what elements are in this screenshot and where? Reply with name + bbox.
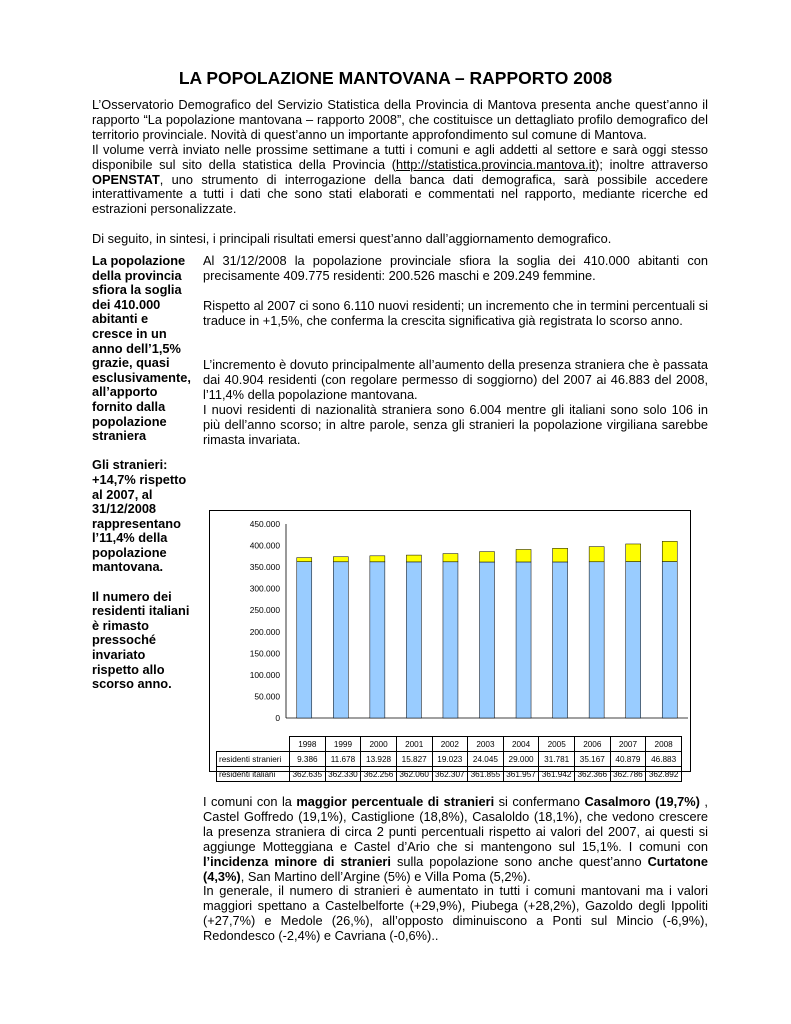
data-label: 11.678	[325, 752, 361, 767]
y-tick-label: 350.000	[249, 562, 280, 573]
main-text	[203, 254, 708, 448]
x-tick-label: 2002	[432, 737, 468, 752]
body-paragraph-3: L’incremento è dovuto principalmente all’aumento della presenza straniera che è passata dai 40.904 residenti (con regolare permesso di soggiorno) del 2007 ai 46.883 del 2008, l’11,4% della popolazione mantovana.	[203, 357, 708, 403]
body-paragraph-2: Rispetto al 2007 ci sono 6.110 nuovi residenti; un incremento che in termini percentuali si traduce in +1,5%, che conferma la crescita significativa già registrata lo scorso anno.	[203, 297, 708, 328]
bar-italiani	[370, 562, 385, 718]
statistica-link[interactable]: http://statistica.provincia.mantova.it	[395, 156, 596, 172]
bar-italiani	[516, 562, 531, 718]
data-label: 9.386	[290, 752, 326, 767]
x-tick-label: 2003	[468, 737, 504, 752]
data-label: 361.855	[468, 767, 504, 782]
y-tick-label: 100.000	[249, 669, 280, 680]
bar-italiani	[589, 562, 604, 718]
data-label: 361.957	[503, 767, 539, 782]
y-tick-label: 300.000	[249, 583, 280, 594]
body-paragraph-4: I nuovi residenti di nazionalità straniera sono 6.004 mentre gli italiani sono solo 106 in più dell’anno scorso; in altre parole, senza gli stranieri la popolazione virgiliana sarebbe rimasta invariata.	[203, 402, 708, 447]
bar-stranieri	[406, 555, 421, 562]
bar-italiani	[443, 562, 458, 718]
data-label: 362.307	[432, 767, 468, 782]
data-label: 29.000	[503, 752, 539, 767]
bar-italiani	[480, 562, 495, 718]
data-label: 362.060	[396, 767, 432, 782]
data-label: 362.330	[325, 767, 361, 782]
bottom-paragraph-1: I comuni con la maggior percentuale di stranieri si confermano Casalmoro (19,7%) , Castel Goffredo (19,1%), Castiglione (18,8%), Casaloldo (18,1%), che vedono crescere la presenza straniera di circa 2 punti percentuali rispetto ai valori del 2007, ai questi si aggiunge Motteggiana e Castel d’Ario che si mantengono sul 15,1%. I comuni con l’incidenza minore di stranieri sulla popolazione sono anche quest’anno Curtatone (4,3%), San Martino dell’Argine (5%) e Villa Poma (5,2%).	[203, 794, 708, 884]
y-tick-label: 400.000	[249, 540, 280, 551]
x-tick-label: 2007	[610, 737, 646, 752]
data-label: 15.827	[396, 752, 432, 767]
bar-stranieri	[516, 549, 531, 562]
bar-italiani	[297, 562, 312, 718]
data-label: 35.167	[575, 752, 611, 767]
table-corner	[217, 737, 290, 752]
data-label: 31.781	[539, 752, 575, 767]
x-tick-label: 2001	[396, 737, 432, 752]
data-label: 362.366	[575, 767, 611, 782]
intro-paragraph-1: L’Osservatorio Demografico del Servizio Statistica della Provincia di Mantova presenta anche quest’anno il rapporto “La popolazione mantovana – rapporto 2008”, che costituisce un dettagliato profilo demografico del territorio provinciale. Novità di quest’anno un importante approfondimento sul comune di Mantova.	[92, 97, 708, 142]
sidebar-note-population: La popolazione della provincia sfiora la soglia dei 410.000 abitanti e cresce in un anno dell’1,5% grazie, quasi esclusivamente, all’apporto fornito dalla popolazione straniera	[92, 253, 191, 444]
bottom-text	[203, 795, 708, 944]
sidebar-note-italians: Il numero dei residenti italiani è rimasto pressoché invariato rispetto allo scorso anno.	[92, 588, 190, 692]
series-label: residenti italiani	[217, 767, 290, 782]
bar-stranieri	[553, 548, 568, 562]
x-tick-label: 2005	[539, 737, 575, 752]
x-tick-label: 2006	[575, 737, 611, 752]
sidebar-note-foreigners: Gli stranieri: +14,7% rispetto al 2007, al 31/12/2008 rappresentano l’11,4% della popolazione mantovana.	[92, 457, 187, 575]
x-tick-label: 2004	[503, 737, 539, 752]
y-tick-label: 150.000	[249, 648, 280, 659]
intro-paragraph-3: Di seguito, in sintesi, i principali risultati emersi quest’anno dall’aggiornamento demografico.	[92, 231, 612, 247]
data-label: 362.635	[290, 767, 326, 782]
bar-stranieri	[443, 554, 458, 562]
y-tick-label: 200.000	[249, 626, 280, 637]
chart-plot	[210, 511, 690, 726]
sidebar-notes	[92, 254, 192, 706]
series-label: residenti stranieri	[217, 752, 290, 767]
openstat-term: OPENSTAT	[92, 171, 160, 187]
x-tick-label: 2000	[361, 737, 397, 752]
table-row	[217, 752, 682, 767]
bottom-paragraph-2: In generale, il numero di stranieri è aumentato in tutti i comuni mantovani ma i valori maggiori spettano a Castelbelforte (+29,9%), Piubega (+28,2%), Gazoldo degli Ippoliti (+27,7%) e Medole (26,%), all’opposto diminuiscono a Ponti sul Mincio (-6,9%), Redondesco (-2,4%) e Cavriana (-0,6%)..	[203, 883, 708, 944]
data-label: 362.256	[361, 767, 397, 782]
data-label: 362.786	[610, 767, 646, 782]
bar-stranieri	[626, 544, 641, 562]
x-tick-label: 1999	[325, 737, 361, 752]
intro-section	[92, 98, 708, 247]
y-tick-label: 450.000	[249, 519, 280, 529]
bar-italiani	[626, 562, 641, 718]
bar-stranieri	[370, 556, 385, 562]
y-tick-label: 250.000	[249, 605, 280, 616]
data-label: 24.045	[468, 752, 504, 767]
bar-stranieri	[333, 557, 348, 562]
data-label: 19.023	[432, 752, 468, 767]
data-label: 13.928	[361, 752, 397, 767]
x-tick-label: 2008	[646, 737, 682, 752]
bar-italiani	[553, 562, 568, 718]
table-row	[217, 767, 682, 782]
bar-stranieri	[480, 552, 495, 562]
chart-data-table	[216, 736, 682, 782]
bar-italiani	[333, 562, 348, 718]
data-label: 361.942	[539, 767, 575, 782]
bar-stranieri	[662, 541, 677, 561]
data-label: 40.879	[610, 752, 646, 767]
intro-paragraph-2: Il volume verrà inviato nelle prossime settimane a tutti i comuni e agli addetti al settore e sarà oggi stesso disponibile sul sito della statistica della Provincia (http://statistica.provincia.mantova.it); inoltre attraverso OPENSTAT, uno strumento di interrogazione della banca dati demografica, sarà possibile accedere interattivamente a tutti i dati che sono stati elaborati e commentati nel rapporto, mediante ricerche ed estrazioni personalizzate.	[92, 141, 708, 217]
data-label: 46.883	[646, 752, 682, 767]
body-paragraph-1: Al 31/12/2008 la popolazione provinciale sfiora la soglia dei 410.000 abitanti con precisamente 409.775 residenti: 200.526 maschi e 209.249 femmine.	[203, 253, 708, 283]
x-tick-label: 1998	[290, 737, 326, 752]
bar-italiani	[662, 562, 677, 718]
page-title: LA POPOLAZIONE MANTOVANA – RAPPORTO 2008	[178, 68, 613, 88]
y-tick-label: 50.000	[254, 691, 280, 702]
bar-stranieri	[297, 558, 312, 562]
data-label: 362.892	[646, 767, 682, 782]
y-tick-label: 0	[275, 713, 280, 723]
population-chart	[209, 510, 691, 779]
bar-stranieri	[589, 547, 604, 562]
bar-italiani	[406, 562, 421, 718]
